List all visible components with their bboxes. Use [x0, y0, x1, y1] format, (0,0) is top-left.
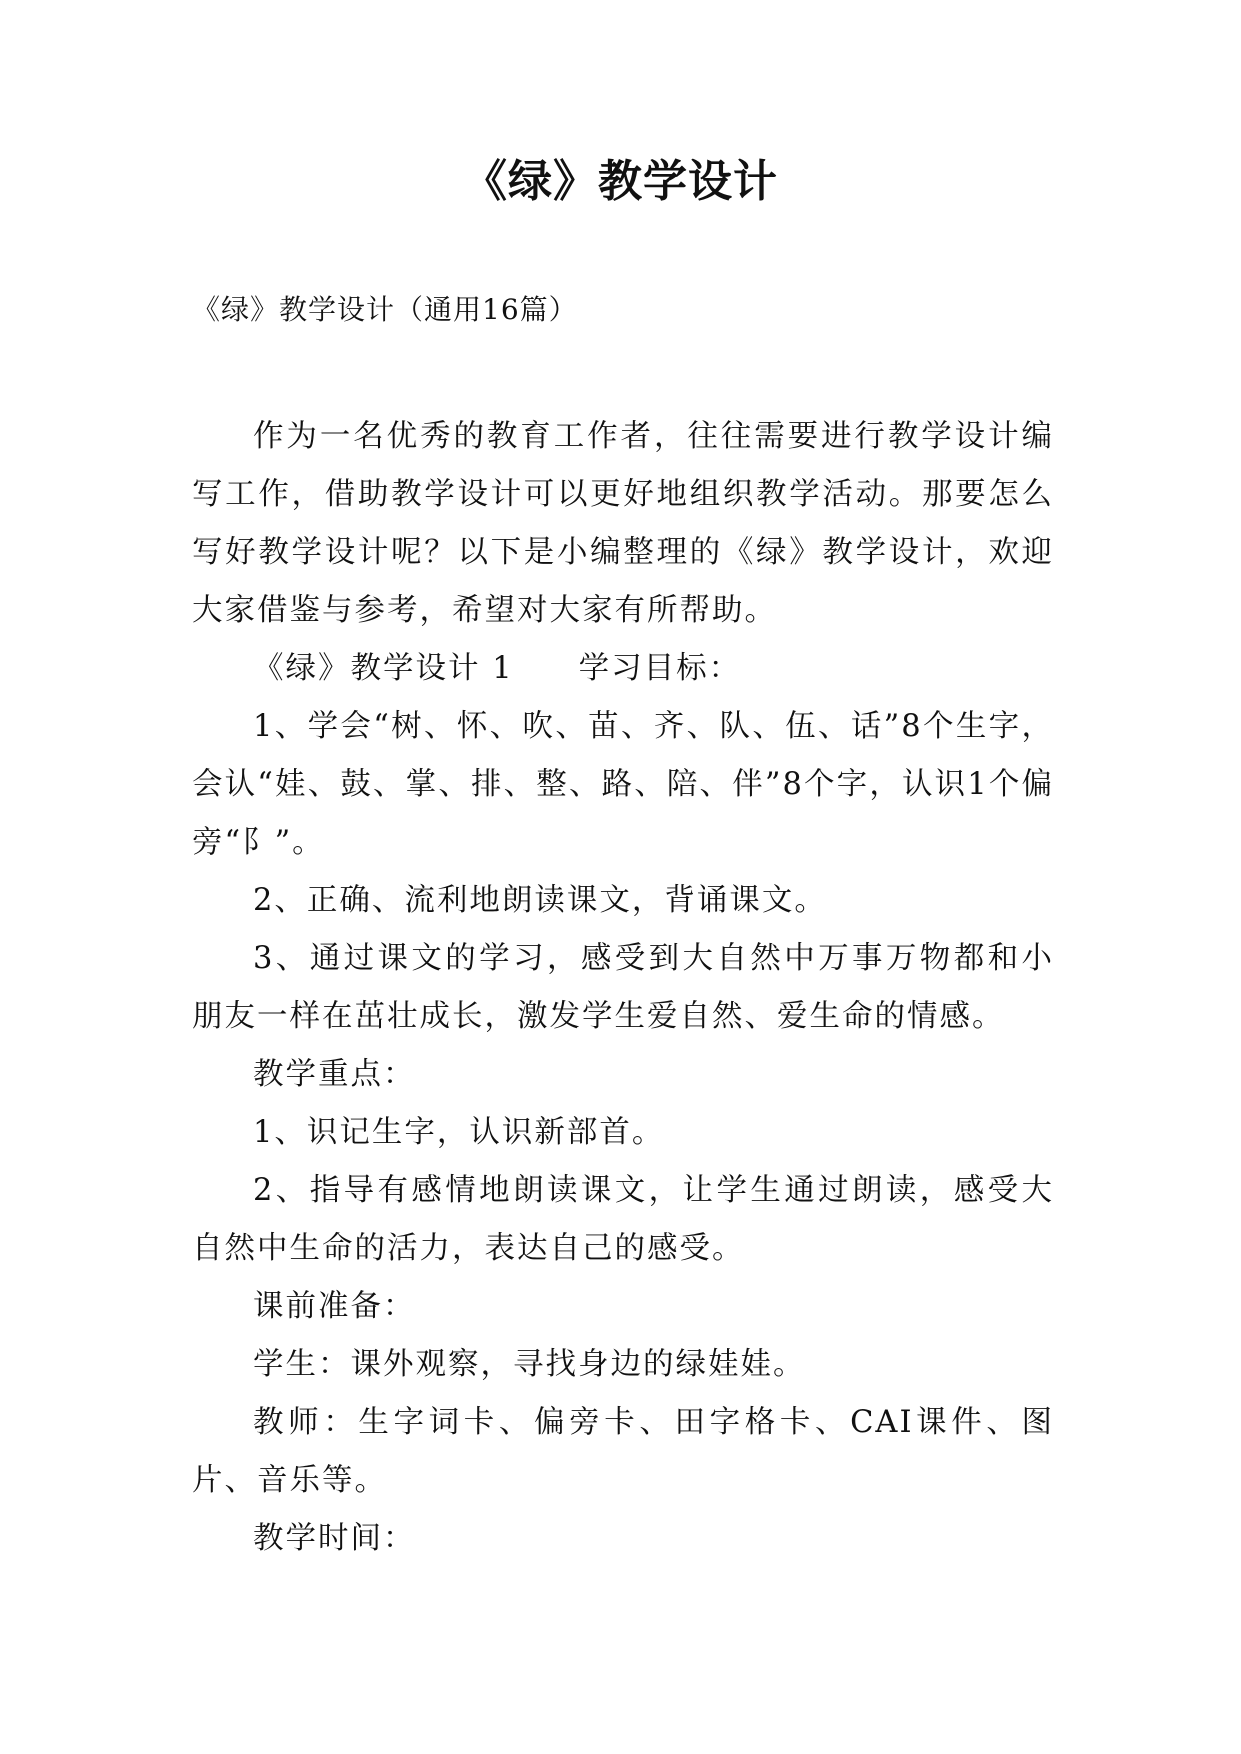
document-subtitle: 《绿》教学设计（通用16篇）: [192, 293, 578, 326]
key-point-1: 1、识记生字，认识新部首。: [253, 1115, 665, 1150]
preparation-heading: 课前准备：: [253, 1289, 416, 1324]
document-title: 《绿》教学设计: [463, 156, 778, 207]
section-heading-1: 《绿》教学设计 1 学习目标：: [253, 651, 742, 686]
teacher-preparation: 教师：生字词卡、偏旁卡、田字格卡、CAI课件、图片、音乐等。: [192, 1405, 1054, 1498]
key-points-heading: 教学重点：: [253, 1057, 416, 1092]
objective-1: 1、学会“树、怀、吹、苗、齐、队、伍、话”8个生字，会认“娃、鼓、掌、排、整、路、陪、伴”8个字，认识1个偏旁“阝”。: [192, 709, 1054, 860]
objective-2: 2、正确、流利地朗读课文，背诵课文。: [253, 883, 827, 918]
objective-3: 3、通过课文的学习，感受到大自然中万事万物都和小朋友一样在茁壮成长，激发学生爱自然、爱生命的情感。: [192, 941, 1054, 1034]
teaching-time-heading: 教学时间：: [253, 1521, 416, 1556]
intro-paragraph: 作为一名优秀的教育工作者，往往需要进行教学设计编写工作，借助教学设计可以更好地组织教学活动。那要怎么写好教学设计呢？以下是小编整理的《绿》教学设计，欢迎大家借鉴与参考，希望对大家有所帮助。: [192, 419, 1054, 628]
document-body: [192, 408, 1054, 1568]
key-point-2: 2、指导有感情地朗读课文，让学生通过朗读，感受大自然中生命的活力，表达自己的感受。: [192, 1173, 1054, 1266]
student-preparation: 学生：课外观察，寻找身边的绿娃娃。: [253, 1347, 806, 1382]
